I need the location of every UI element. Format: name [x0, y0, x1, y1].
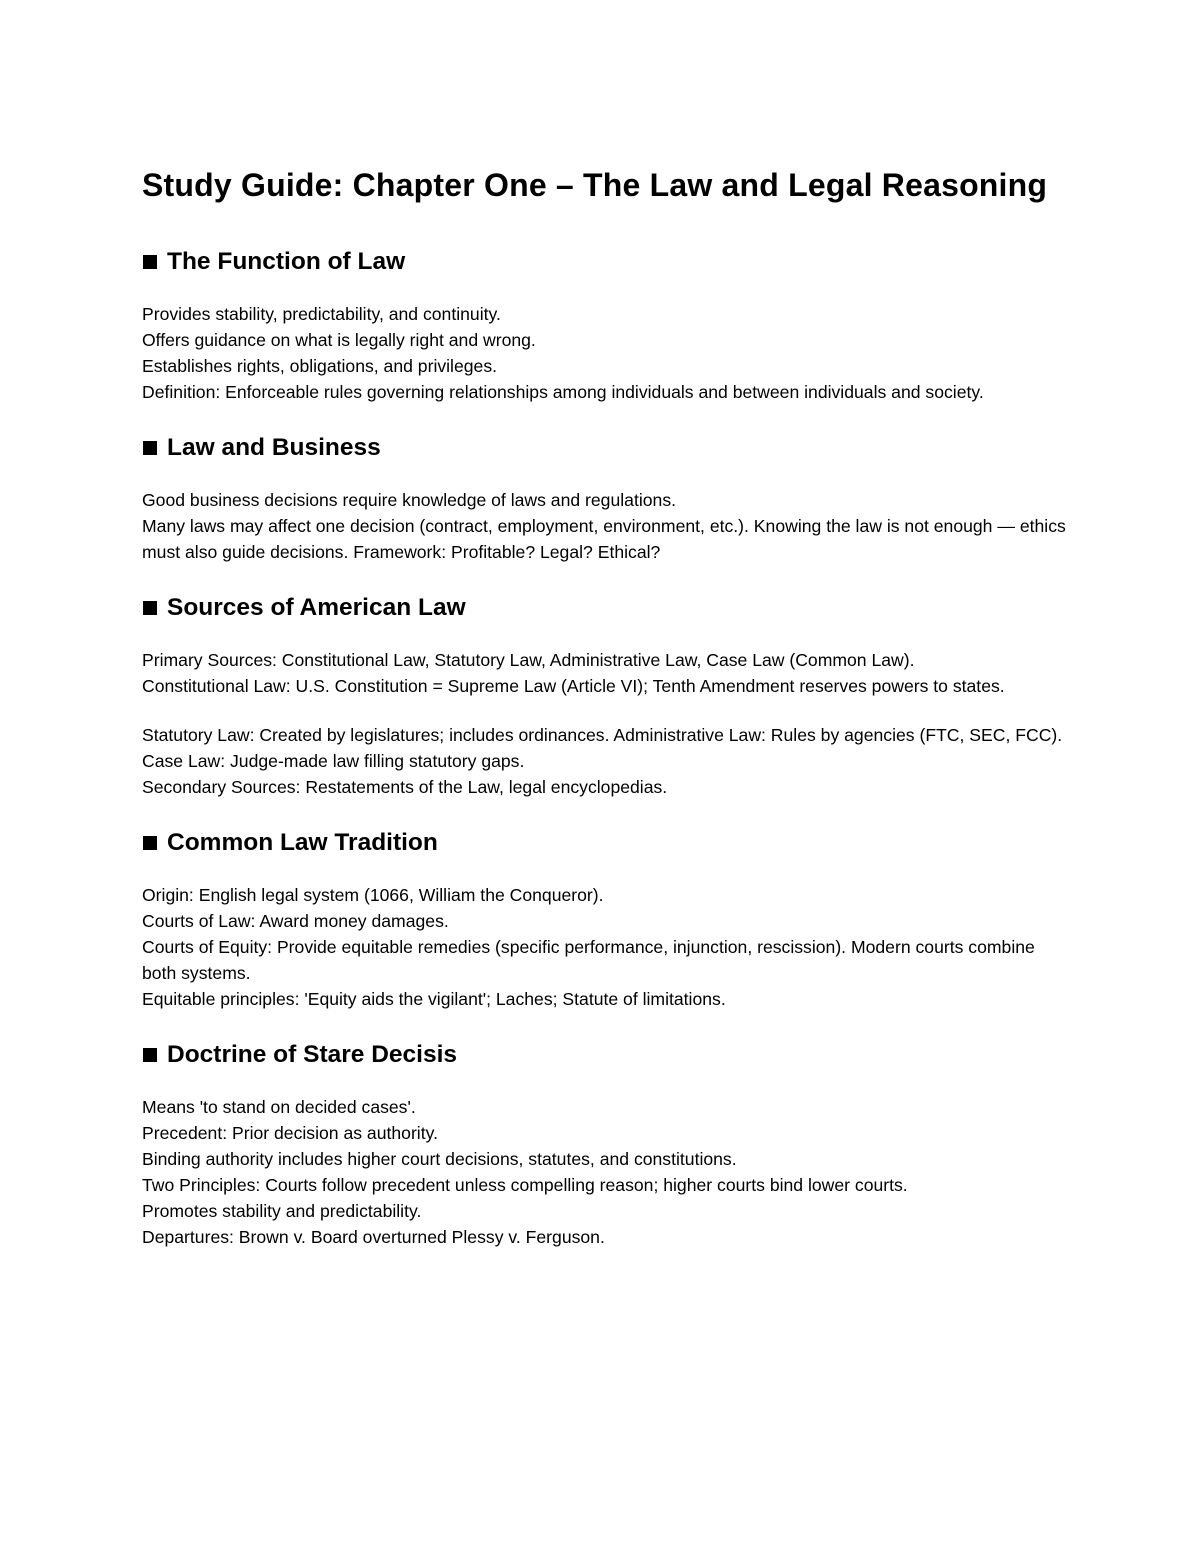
- sections-container: [142, 247, 1072, 1250]
- body-text: Courts of Equity: Provide equitable remedies (specific performance, injunction, rescission). Modern courts combine both systems.: [142, 937, 1035, 983]
- body-text: Means 'to stand on decided cases'.: [142, 1097, 416, 1117]
- body-text: Origin: English legal system (1066, William the Conqueror).: [142, 885, 604, 905]
- body-text: Departures: Brown v. Board overturned Plessy v. Ferguson.: [142, 1227, 605, 1247]
- section: [142, 433, 1072, 565]
- body-text: Definition: Enforceable rules governing relationships among individuals and between individuals and society.: [142, 382, 984, 402]
- body-text: Establishes rights, obligations, and privileges.: [142, 356, 498, 376]
- section-heading: [142, 593, 1072, 623]
- section-heading: [142, 1040, 1072, 1070]
- body-text: Precedent: Prior decision as authority.: [142, 1123, 438, 1143]
- body-text: Offers guidance on what is legally right and wrong.: [142, 330, 536, 350]
- document-title: Study Guide: Chapter One – The Law and Legal Reasoning: [142, 167, 1048, 203]
- body-text: Primary Sources: Constitutional Law, Statutory Law, Administrative Law, Case Law (Common Law).: [142, 650, 915, 670]
- paragraph-group: [142, 647, 1072, 699]
- section: [142, 828, 1072, 1012]
- section: [142, 247, 1072, 405]
- section-heading: [142, 433, 1072, 463]
- paragraph-group: [142, 301, 1072, 405]
- body-text: Courts of Law: Award money damages.: [142, 911, 449, 931]
- paragraph-group: [142, 487, 1072, 565]
- square-bullet-icon: [143, 836, 157, 850]
- body-text: Constitutional Law: U.S. Constitution = Supreme Law (Article VI); Tenth Amendment reserves powers to states.: [142, 676, 1005, 696]
- section-heading-text: Doctrine of Stare Decisis: [167, 1041, 458, 1068]
- body-text: Binding authority includes higher court decisions, statutes, and constitutions.: [142, 1149, 737, 1169]
- square-bullet-icon: [143, 441, 157, 455]
- body-text: Good business decisions require knowledge of laws and regulations.: [142, 490, 676, 510]
- section-heading: [142, 247, 1072, 277]
- body-text: Equitable principles: 'Equity aids the vigilant'; Laches; Statute of limitations.: [142, 989, 726, 1009]
- section-heading-text: The Function of Law: [167, 248, 406, 275]
- body-text: Case Law: Judge-made law filling statutory gaps.: [142, 751, 525, 771]
- body-text: Statutory Law: Created by legislatures; includes ordinances. Administrative Law: Rules by agencies (FTC, SEC, FCC).: [142, 725, 1063, 745]
- body-text: Provides stability, predictability, and continuity.: [142, 304, 501, 324]
- body-text: Promotes stability and predictability.: [142, 1201, 422, 1221]
- section-heading-text: Common Law Tradition: [167, 829, 438, 856]
- paragraph-group: [142, 1094, 1072, 1250]
- section: [142, 1040, 1072, 1250]
- body-text: Secondary Sources: Restatements of the Law, legal encyclopedias.: [142, 777, 668, 797]
- section-heading: [142, 828, 1072, 858]
- square-bullet-icon: [143, 601, 157, 615]
- document-page: [142, 162, 1072, 1250]
- paragraph-group: [142, 882, 1072, 1012]
- square-bullet-icon: [143, 1048, 157, 1062]
- section: [142, 593, 1072, 800]
- section-heading-text: Law and Business: [167, 434, 381, 461]
- section-heading-text: Sources of American Law: [167, 594, 466, 621]
- paragraph-group: [142, 722, 1072, 800]
- square-bullet-icon: [143, 255, 157, 269]
- body-text: Many laws may affect one decision (contract, employment, environment, etc.). Knowing the law is not enough — ethics must also guide decisions. Framework: Profitable? Legal? Ethical?: [142, 516, 1066, 562]
- body-text: Two Principles: Courts follow precedent unless compelling reason; higher courts bind lower courts.: [142, 1175, 908, 1195]
